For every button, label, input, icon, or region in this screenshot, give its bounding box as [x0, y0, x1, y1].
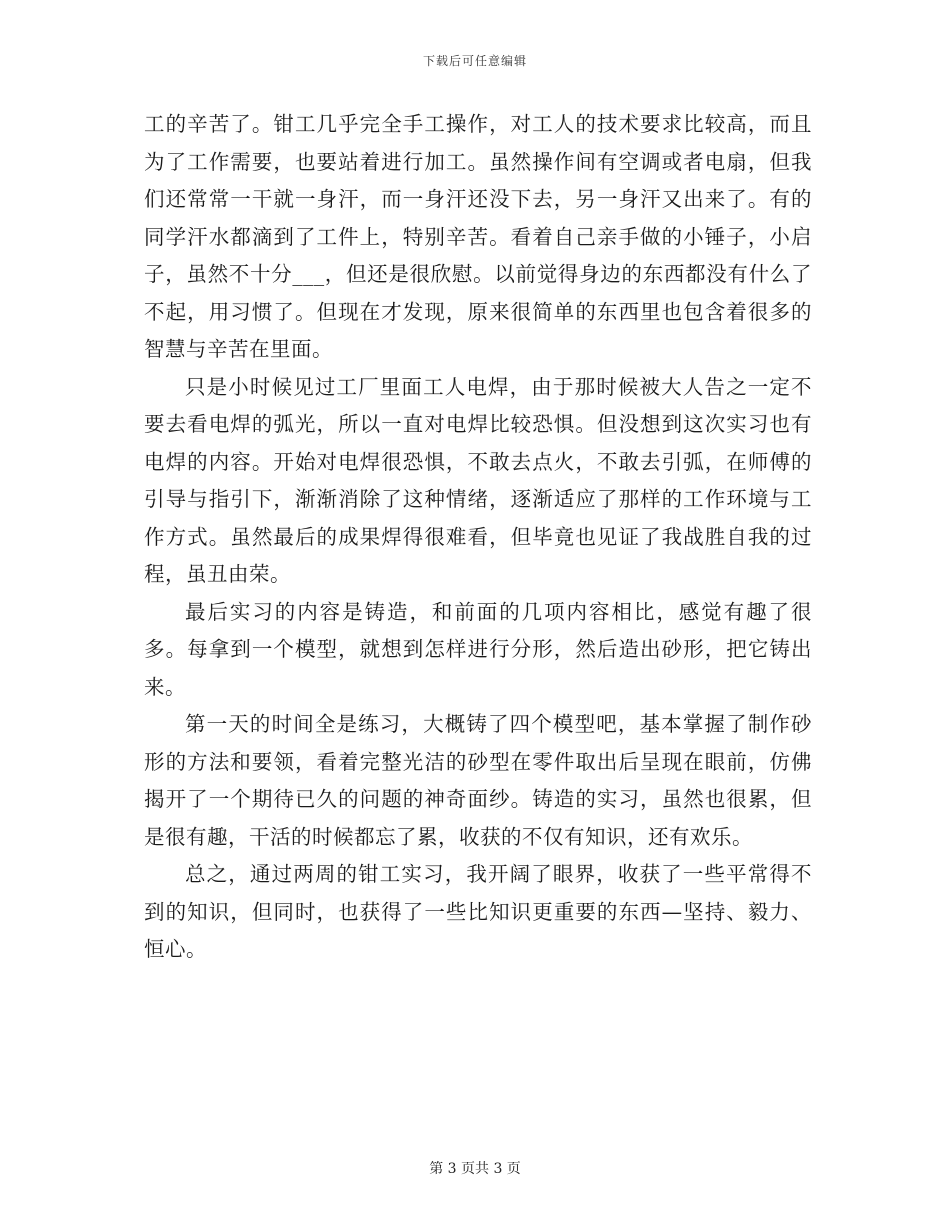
document-body: [144, 106, 812, 969]
paragraph-casting: 最后实习的内容是铸造，和前面的几项内容相比，感觉有趣了很多。每拿到一个模型，就想到怎样进行分形，然后造出砂形，把它铸出来。: [144, 599, 812, 699]
page-number: 第 3 页共 3 页: [429, 1161, 521, 1177]
page-header: 下载后可任意编辑: [422, 54, 527, 68]
paragraph-continuation: 工的辛苦了。钳工几乎完全手工操作，对工人的技术要求比较高，而且为了工作需要，也要站着进行加工。虽然操作间有空调或者电扇，但我们还常常一干就一身汗，而一身汗还没下去，另一身汗又出来了。有的同学汗水都滴到了工件上，特别辛苦。看着自己亲手做的小锤子，小启子，虽然不十分___，但还是很欣慰。以前觉得身边的东西都没有什么了不起，用习惯了。但现在才发现，原来很简单的东西里也包含着很多的智慧与辛苦在里面。: [144, 112, 812, 361]
paragraph-first-day: 第一天的时间全是练习，大概铸了四个模型吧，基本掌握了制作砂形的方法和要领，看着完整光洁的砂型在零件取出后呈现在眼前，仿佛揭开了一个期待已久的问题的神奇面纱。铸造的实习，虽然也很累，但是很有趣，干活的时候都忘了累，收获的不仅有知识，还有欢乐。: [144, 712, 812, 849]
paragraph-conclusion: 总之，通过两周的钳工实习，我开阔了眼界，收获了一些平常得不到的知识，但同时，也获得了一些比知识更重要的东西—坚持、毅力、恒心。: [144, 862, 812, 961]
paragraph-welding: 只是小时候见过工厂里面工人电焊，由于那时候被大人告之一定不要去看电焊的弧光，所以一直对电焊比较恐惧。但没想到这次实习也有电焊的内容。开始对电焊很恐惧，不敢去点火，不敢去引弧，在师傅的引导与指引下，渐渐消除了这种情绪，逐渐适应了那样的工作环境与工作方式。虽然最后的成果焊得很难看，但毕竟也见证了我战胜自我的过程，虽丑由荣。: [144, 374, 812, 586]
